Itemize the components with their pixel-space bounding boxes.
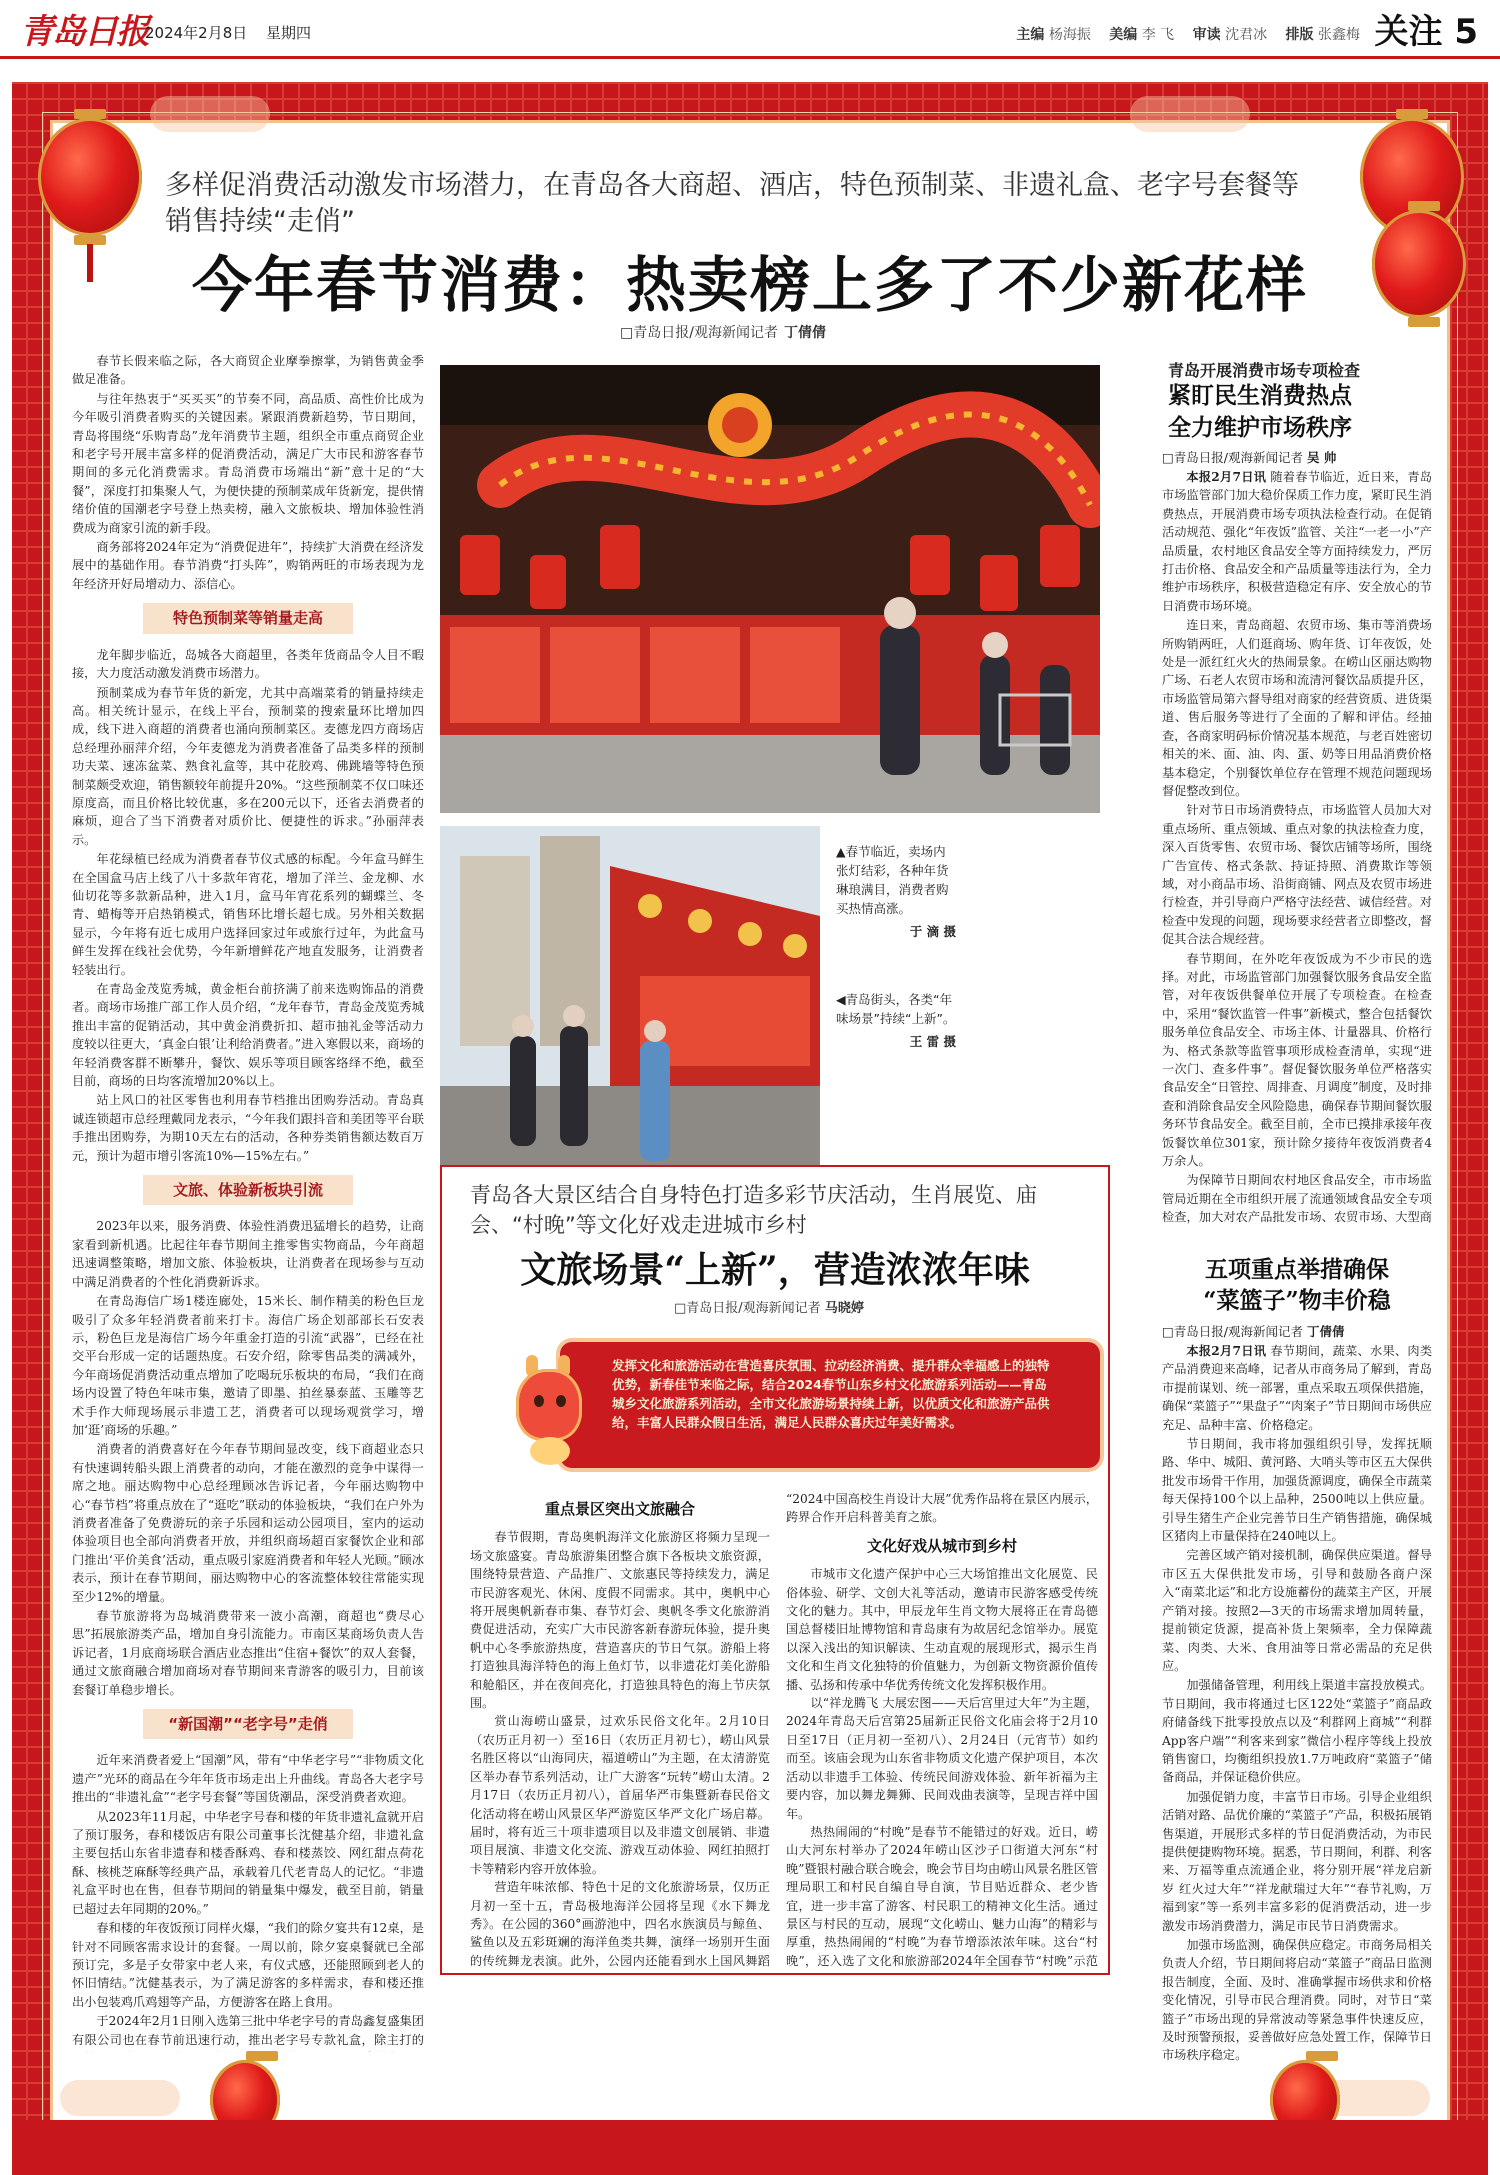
side2-byline — [1162, 1322, 1345, 1340]
paragraph: 春节长假来临之际，各大商贸企业摩拳擦掌，为销售黄金季做足准备。 — [72, 354, 424, 387]
byline-outlet: □青岛日报/观海新闻记者 — [1162, 450, 1304, 465]
paragraph: 节日期间，我市将加强组织引导，发挥抚顺路、华中、城阳、黄河路、大哨头等市区五大保供批发市场骨干作用，加强货源调度，确保全市蔬菜每天保持100个以上品种，2500吨以上供应量。引导生猪生产企业完善节日生产销售措施，确保城区猪肉上市量保持在240吨以上。 — [1162, 1437, 1432, 1544]
byline-name: 丁倩倩 — [1307, 1324, 1345, 1339]
paragraph: 在青岛海信广场1楼连廊处，15米长、制作精美的粉色巨龙吸引了众多年轻消费者前来打卡。海信广场企划部部长石安表示，粉色巨龙是海信广场今年重金打造的引流“武器”，已经在社交平台形成一定的话题热度。石安介绍，除零售品类的满减外，今年商场促消费活动重点增加了吃喝玩乐板块的布局，“我们在商场内设置了特色年味市集，邀请了即墨、拍丝暴泰蓝、玉雕等艺术手作大师现场展示非遗工艺，消费者可以现场观赏学习，增加‘逛’商场的乐趣。” — [72, 1294, 424, 1437]
paragraph: 预制菜成为春节年货的新宠，尤其中高端菜肴的销量持续走高。相关统计显示，在线上平台，预制菜的搜索量环比增加四成，线下进入商超的消费者也涌向预制菜区。麦德龙四方商场店总经理孙丽萍介绍，今年麦德龙为消费者准备了品类多样的预制功夫菜、速冻盆菜、熟食礼盒等，其中花胶鸡、佛跳墙等特色预制菜颇受欢迎，销售额较年前提升20%。“这些预制菜不仅口味还原度高，而且价格比较优惠，多在200元以下，还省去消费者的麻烦，迎合了当下消费者对质价比、便捷性的诉求。”孙丽萍表示。 — [72, 685, 424, 847]
paragraph: 加强储备管理，利用线上渠道丰富投放模式。节日期间，我市将通过七区122处“菜篮子”商品政府储备线下批零投放点以及“利群网上商城”“利群App客户端”“利客来到家”微信小程序等线上投放销售窗口，均衡组织投放1.7万吨政府“菜篮子”储备商品，并保证稳价供应。 — [1162, 1678, 1432, 1785]
paragraph: 为保障节日期间农村地区食品安全，市市场监管局近期在全市组织开展了流通领域食品安全专项检查，加大对农产品批发市场、农贸市场、大型商 — [1162, 1173, 1432, 1225]
subhead: 文化好戏从城市到乡村 — [866, 1536, 1017, 1555]
paragraph: 加强促销力度，丰富节日市场。引导企业组织活销对路、品优价廉的“菜篮子”产品，积极拓展销售渠道，开展形式多样的节日促消费活动，为市民提供便捷购物环境。据悉，节日期间，利群、利客来、万福等重点流通企业，将分别开展“祥龙启新岁 红火过大年”“祥龙献瑞过大年”“春节礼购，万福到家”等一系列丰富多彩的促消费活动，进一步激发市场消费潜力，满足市民节日消费需求。 — [1162, 1789, 1432, 1933]
title-line: 五项重点举措确保 — [1205, 1256, 1389, 1283]
dragon-eye — [556, 1395, 566, 1407]
byline-name: 马晓婷 — [824, 1301, 864, 1316]
paragraph: “2024中国高校生肖设计大展”优秀作品将在景区内展示，跨界合作开启科普美育之旅。 — [786, 1492, 1098, 1525]
paragraph: 市城市文化遗产保护中心三大场馆推出文化展览、民俗体验、研学、文创大礼等活动，邀请市民游客感受传统文化的魅力。其中，甲辰龙年生肖文物大展将正在青岛德国总督楼旧址博物馆和青岛康有为故居纪念馆举办。展览以深入浅出的知识解读、生动直观的展现形式，揭示生肖文化和生肖文化独特的价值魅力，为创新文物资源价值传播、弘扬和传承中华优秀传统文化发挥积极作用。 — [786, 1567, 1098, 1692]
paragraph: 春和楼的年夜饭预订同样火爆，“我们的除夕宴共有12桌，是针对不同顾客需求设计的套餐。一周以前，除夕宴桌餐就已全部预订完，多是子女带家中老人来，有仪式感，还能照顾到老人的怀旧情结。”沈健基表示，为了满足游客的多样需求，春和楼还推出小包装鸡爪鸡翅等产品，方便游客在路上食用。 — [72, 1921, 424, 2009]
paragraph: 热热闹闹的“村晚”是春节不能错过的好戏。近日，崂山大河东村举办了2024年崂山区沙子口街道大河东“村晚”暨银村融合联合晚会，晚会节目均由崂山风景名胜区管理局职工和村民自编自导自演，节目贴近群众、老少皆宜，进一步丰富了游客、村民职工的精神文化生活。通过景区与村民的互动，展现“文化崂山、魅力山海”的精彩与厚重，热热闹闹的“村晚”为春节增添浓浓年味。这台“村晚”，还入选了文化和旅游部2024年全国春节“村晚”示范 — [786, 1824, 1098, 1968]
byline-outlet: □青岛日报/观海新闻记者 — [1162, 1324, 1304, 1339]
staff-credits — [1002, 24, 1360, 44]
photo1-caption — [836, 842, 956, 941]
paragraph: 年花绿植已经成为消费者春节仪式感的标配。今年盒马鲜生在全国盒马店上线了八十多款年宵花，增加了洋兰、金龙柳、水仙切花等多款新品种，进入1月，盒马年宵花系列的蝴蝶兰、冬青、蜡梅等开启热销模式，销售环比增长超七成。另外相关数据显示，今年将有近七成用户选择回家过年或旅行过年，为此盒马鲜生发挥在线社会优势，今年新增鲜花产地直发服务，让消费者轻装出行。 — [72, 852, 424, 977]
main-kicker: 多样促消费活动激发市场潜力，在青岛各大商超、酒店，特色预制菜、非遗礼盒、老字号套餐等销售持续“走俏” — [165, 170, 1299, 237]
paragraph: 赏山海崂山盛景，过欢乐民俗文化年。2月10日（农历正月初一）至16日（农历正月初七），崂山风景名胜区将以“山海同庆，福道崂山”为主题，在太清游览区举办春节系列活动，让广大游客“玩转”崂山太清。2月17日（农历正月初八），首届华严市集暨新春民俗文化活动将在崂山风景区华严游览区华严文化广场启幕。届时，将有近三十项非遗项目以及非遗文创展销、非遗项目展演、非遗文化交流、游戏互动体验、网红拍照打卡等精彩内容开放体验。 — [470, 1714, 770, 1876]
byline-name: 丁倩倩 — [783, 325, 826, 341]
staff-role: 美编 — [1109, 27, 1138, 43]
masthead — [0, 0, 1500, 58]
paragraph: 站上风口的社区零售也利用春节档推出团购券活动。青岛真诚连锁超市总经理戴同龙表示，“今年我们跟抖音和美团等平台联手推出团购券，为期10天左右的活动，各种券类销售额达数百万元，预计为超市增引客流10%—15%左右。” — [72, 1093, 424, 1163]
masthead-rule — [0, 56, 1500, 59]
lantern-icon — [1372, 210, 1466, 318]
feature2-byline — [674, 1297, 864, 1316]
street-photo-illustration — [440, 826, 820, 1186]
staff-name: 李 飞 — [1141, 27, 1175, 43]
title-line: 紧盯民生消费热点 — [1168, 382, 1352, 409]
feature2-right-column — [786, 1490, 1098, 1972]
lantern-icon — [38, 118, 142, 236]
cloud-icon — [150, 96, 270, 132]
paragraph: 近年来消费者爱上“国潮”风，带有“中华老字号”“非物质文化遗产”光环的商品在今年年货市场走出上升曲线。青岛各大老字号推出的“非遗礼盒”“老字号套餐”等国货潮品，深受消费者欢迎。 — [72, 1753, 424, 1805]
side2-title — [1172, 1254, 1422, 1316]
feature2-title: 文旅场景“上新”，营造浓浓年味 — [520, 1249, 1030, 1291]
photo2-caption — [836, 990, 956, 1051]
side1-body — [1162, 468, 1432, 1228]
paragraph: 加强市场监测，确保供应稳定。市商务局相关负责人介绍，节日期间将启动“菜篮子”商品日监测报告制度，全面、及时、准确掌握市场供求和价格变化情况，引导市民合理消费。同时，对节日“菜篮子”市场出现的异常波动等紧急事件快速反应，及时预警预报，妥善做好应急处置工作，保障节日市场秩序稳定。 — [1162, 1938, 1432, 2062]
market-photo — [440, 365, 1100, 813]
byline-name: 吴 帅 — [1307, 450, 1337, 465]
market-photo-illustration — [440, 365, 1100, 813]
paragraph: 针对节日市场消费特点，市场监管人员加大对重点场所、重点领域、重点对象的执法检查力度，深入百货零售、农贸市场、餐饮店铺等场所，围绕广告宣传、格式条款、持证持照、消费欺诈等领域，对小商品市场、沿街商铺、网点及农贸市场进行检查，并引导商户严格守法经营、诚信经营。对检查中发现的问题，现场要求经营者立即整改，督促其合法合规经营。 — [1162, 803, 1432, 947]
photo-credit: 于 滴 摄 — [909, 924, 956, 939]
caption-text: ◀青岛街头，各类“年味场景”持续“上新”。 — [836, 992, 956, 1026]
side2-body — [1162, 1342, 1432, 2062]
feature2-ribbon — [520, 1330, 1100, 1480]
main-story-column — [72, 352, 424, 2052]
paragraph: 连日来，青岛商超、农贸市场、集市等消费场所购销两旺，人们逛商场、购年货、订年夜饭，处处是一派红红火火的热闹景象。在崂山区丽达购物广场、石老人农贸市场和流清河餐饮品质提升区，市场监管局第六督导组对商家的经营资质、进货渠道、售后服务等进行了全面的了解和评估。经抽查，各商家明码标价情况基本规范，与老百姓密切相关的米、面、油、肉、蛋、奶等日用品消费价格基本稳定，个别餐饮单位存在管理不规范问题现场督促整改到位。 — [1162, 618, 1432, 798]
paragraph: 商务部将2024年定为“消费促进年”，持续扩大消费在经济发展中的基础作用。春节消费“打头阵”，购销两旺的市场表现为龙年经济开好局增动力、添信心。 — [72, 540, 424, 591]
dateline: 本报2月7日讯 — [1186, 470, 1267, 484]
paragraph: 以“祥龙腾飞 大展宏图——天后宫里过大年”为主题，2024年青岛天后宫第25届新正民俗文化庙会将于2月10日至17日（正月初一至初八）、2月24日（元宵节）如约而至。该庙会现为山东省非物质文化遗产保护项目，本次活动以非遗手工体验、传统民间游戏体验、新年祈福为主要内容，加以舞龙舞狮、民间戏曲表演等，呈现吉祥中国年。 — [786, 1696, 1098, 1821]
main-title: 今年春节消费：热卖榜上多了不少新花样 — [192, 251, 1308, 321]
cloud-icon — [1130, 96, 1250, 132]
staff-name: 张鑫梅 — [1318, 27, 1360, 43]
dragon-eye — [534, 1395, 544, 1407]
staff-name: 杨海振 — [1048, 27, 1091, 43]
paragraph: 消费者的消费喜好在今年春节期间显改变，线下商超业态只有快速调转船头跟上消费者的动向，才能在激烈的竞争中谋得一席之地。丽达购物中心总经理顾冰告诉记者，今年丽达购物中心“春节档”将重点放在了“逛吃”联动的体验板块，“我们在户外为消费者准备了免费游玩的亲子乐园和运动公园项目，室内的运动体验项目也全部向消费者开放，并组织商场超百家餐饮企业和部门推出‘平价美食’活动，重点吸引家庭消费者和年轻人光顾。”顾冰表示，预计在春节期间，丽达购物中心的客流整体较往常能实现至少12%的增量。 — [72, 1442, 424, 1604]
paragraph: 与往年热衷于“买买买”的节奏不同，高品质、高性价比成为今年吸引消费者购买的关键因素。紧跟消费新趋势，节日期间，青岛将围绕“乐购青岛”龙年消费节主题，组织全市重点商贸企业和老字号开展丰富多样的促消费活动，满足广大市民和游客春节期间的多元化消费需求。青岛消费市场端出“新”意十足的“大餐”，深度打扣集聚人气，为便快捷的预制菜成年货新宠，提供情绪价值的国潮老字号登上热卖榜，融入文旅板块、增加体验性消费成为商家引流的新手段。 — [72, 391, 424, 535]
byline-outlet: □青岛日报/观海新闻记者 — [674, 1301, 821, 1316]
paragraph: 于2024年2月1日刚入选第三批中华老字号的青岛鑫复盛集团有限公司也在春节前迅速行动，推出老字号专款礼盒，除主打的 — [72, 2014, 424, 2047]
side1-title — [1168, 380, 1428, 444]
subhead: 文旅、体验新板块引流 — [143, 1175, 353, 1205]
subhead: 特色预制菜等销量走高 — [143, 603, 353, 633]
paragraph: 从2023年11月起，中华老字号春和楼的年货非遗礼盒就开启了预订服务，春和楼饭店有限公司董事长沈健基介绍，非遗礼盒主要包括山东省非遗春和楼香酥鸡、春和楼蒸饺、网红甜点荷花酥、核桃芝麻酥等经典产品，承载着几代老青岛人的记忆。“非遗礼盒平时也在售，但春节期间的销量集中爆发，截至目前，销量已超过去年同期的20%。” — [72, 1809, 424, 1916]
paragraph: 在青岛金茂览秀城，黄金柜台前挤满了前来选购饰品的消费者。商场市场推广部工作人员介绍，“龙年春节，青岛金茂览秀城推出丰富的促销活动，其中黄金消费折扣、超市抽礼金等活动力度较以往更大，‘真金白银’让利给消费者。”进入寒假以来，商场的年轻消费客群不断攀升，餐饮、娱乐等项目顾客络绎不绝，截至目前，商场的日均客流增加20%以上。 — [72, 982, 424, 1089]
paragraph: 春节旅游将为岛城消费带来一波小高潮，商超也“费尽心思”拓展旅游类产品，增加自身引流能力。市南区某商场负责人告诉记者，1月底商场联合酒店业态推出“住宿+餐饮”的双人套餐，通过文旅商融合增加商场对春节期间来青游客的吸引力，目前该套餐订单稳步增长。 — [72, 1609, 424, 1697]
weekday: 星期四 — [266, 24, 312, 42]
main-byline — [620, 322, 826, 342]
paragraph: 春节假期，青岛奥帆海洋文化旅游区将频力呈现一场文旅盛宴。青岛旅游集团整合旗下各板块文旅资源，围绕特景营造、产品推广、文旅惠民等持续发力，满足市民游客观光、休闲、度假不同需求。其中，奥帆中心将开展奥帆新春市集、春节灯会、奥帆冬季文化旅游消费促进活动，充实广大市民游客新春游玩体验，提升奥帆中心冬季旅游热度，营造喜庆的节日气氛。游船上将打造独具海洋特色的海上鱼灯节，以非遗花灯美化游船和舱船区，并在夜间亮化，打造独具特色的海上节庆氛围。 — [470, 1530, 770, 1711]
subhead: “新国潮”“老字号”走俏 — [143, 1709, 353, 1739]
newspaper-logo: 青岛日报 — [20, 12, 148, 52]
staff-role: 主编 — [1016, 27, 1045, 43]
photo-credit: 王 雷 摄 — [909, 1034, 956, 1049]
tassel-icon — [87, 244, 93, 282]
cloud-icon — [60, 2080, 180, 2116]
street-photo — [440, 826, 820, 1186]
staff-role: 排版 — [1285, 27, 1314, 43]
subhead: 重点景区突出文旅融合 — [544, 1500, 695, 1518]
paragraph: 完善区域产销对接机制，确保供应渠道。督导市区五大保供批发市场，引导和鼓励各商户深入“南菜北运”和北方设施蓄份的蔬菜主产区，开展产销对接。按照2—3天的市场需求增加周转量，提前锁定货源，提高补货上架频率，全力保障蔬菜、肉类、大米、食用油等日常必需品的充足供应。 — [1162, 1548, 1432, 1673]
feature2-kicker: 青岛各大景区结合自身特色打造多彩节庆活动，生肖展览、庙会、“村晚”等文化好戏走进城市乡村 — [470, 1183, 1037, 1237]
title-line: “菜篮子”物丰价稳 — [1203, 1287, 1391, 1314]
paragraph: 龙年脚步临近，岛城各大商超里，各类年货商品令人目不暇接，大力度活动激发消费市场潜力。 — [72, 647, 424, 681]
side1-kicker: 青岛开展消费市场专项检查 — [1168, 361, 1361, 380]
dragon-head — [516, 1369, 582, 1441]
caption-text: ▲春节临近，卖场内张灯结彩，各种年货琳琅满目，消费者购买热情高涨。 — [836, 844, 949, 916]
ribbon-text: 发挥文化和旅游活动在营造喜庆氛围、拉动经济消费、提升群众幸福感上的独特优势，新春佳节来临之际，结合2024春节山东乡村文化旅游系列活动——青岛城乡文化旅游系列活动，全市文化旅游场景持续上新，以优质文化和旅游产品供给，丰富人民群众假日生活，满足人民群众喜庆过年美好需求。 — [612, 1358, 1050, 1430]
dragon-mascot-icon — [500, 1355, 596, 1471]
staff-role: 审读 — [1192, 27, 1221, 43]
byline-outlet: □青岛日报/观海新闻记者 — [620, 325, 778, 341]
dateline: 本报2月7日讯 — [1186, 1344, 1267, 1358]
paragraph: 春节期间，蔬菜、水果、肉类产品消费迎来高峰，记者从市商务局了解到，青岛市提前谋划、统一部署，重点采取五项保供措施，确保“菜篮子”“果盘子”“肉案子”节日期间市场供应充足、品种丰富、价格稳定。 — [1162, 1344, 1432, 1432]
side1-byline — [1162, 448, 1336, 466]
issue-date — [145, 22, 325, 43]
dragon-belly — [530, 1437, 570, 1465]
footer-band — [12, 2120, 1488, 2175]
date: 2024年2月8日 — [145, 24, 248, 42]
title-line: 全力维护市场秩序 — [1168, 414, 1352, 441]
section-label: 关注 5 — [1374, 12, 1478, 52]
paragraph: 2023年以来，服务消费、体验性消费迅猛增长的趋势，让商家看到新机遇。比起往年春节期间主推零售实物商品，今年商超迅速调整策略，增加文旅、体验板块，让消费者在现场参与互动中满足消费者的个性化消费新诉求。 — [72, 1219, 424, 1289]
paragraph: 春节期间，在外吃年夜饭成为不少市民的选择。对此，市场监管部门加强餐饮服务食品安全监管，对年夜饭供餐单位开展了专项检查。在检查中，采用“餐饮监管一件事”新模式，整合包括餐饮服务单位食品安全、市场主体、计量器具、价格行为、格式条款等监管事项形成检查清单，实现“进一次门、查多件事”。督促餐饮服务单位严格落实食品安全“日管控、周排查、月调度”制度，及时排查和消除食品安全风险隐患，确保春节期间餐饮服务环节食品安全。截至目前，全市已摸排承接年夜饭餐饮单位301家，预计除夕接待年夜饭消费者4万余人。 — [1162, 951, 1432, 1169]
paragraph: 随着春节临近，近日来，青岛市场监管部门加大稳价保质工作力度，紧盯民生消费热点，开展消费市场专项执法检查行动。在促销活动规范、强化“年夜饭”监管、关注“一老一小”产品质量，农村地区食品安全等方面持续发力，严厉打击价格、食品安全和产品质量等违法行为，全力维护市场秩序，积极营造稳定有序、安全放心的节日消费市场环境。 — [1162, 470, 1432, 613]
feature2-left-column — [470, 1490, 770, 1972]
staff-name: 沈君冰 — [1225, 27, 1268, 43]
paragraph: 营造年味浓郁、特色十足的文化旅游场景，仅历正月初一至十五，青岛极地海洋公园将呈现《水下舞龙秀》。在公园的360°画游池中，四名水族演员与鲸鱼、鲨鱼以及五彩斑斓的海洋鱼类共舞，演绎一场别开生面的传统舞龙表演。此外，公园内还能看到水上国风舞蹈 — [470, 1880, 770, 1968]
